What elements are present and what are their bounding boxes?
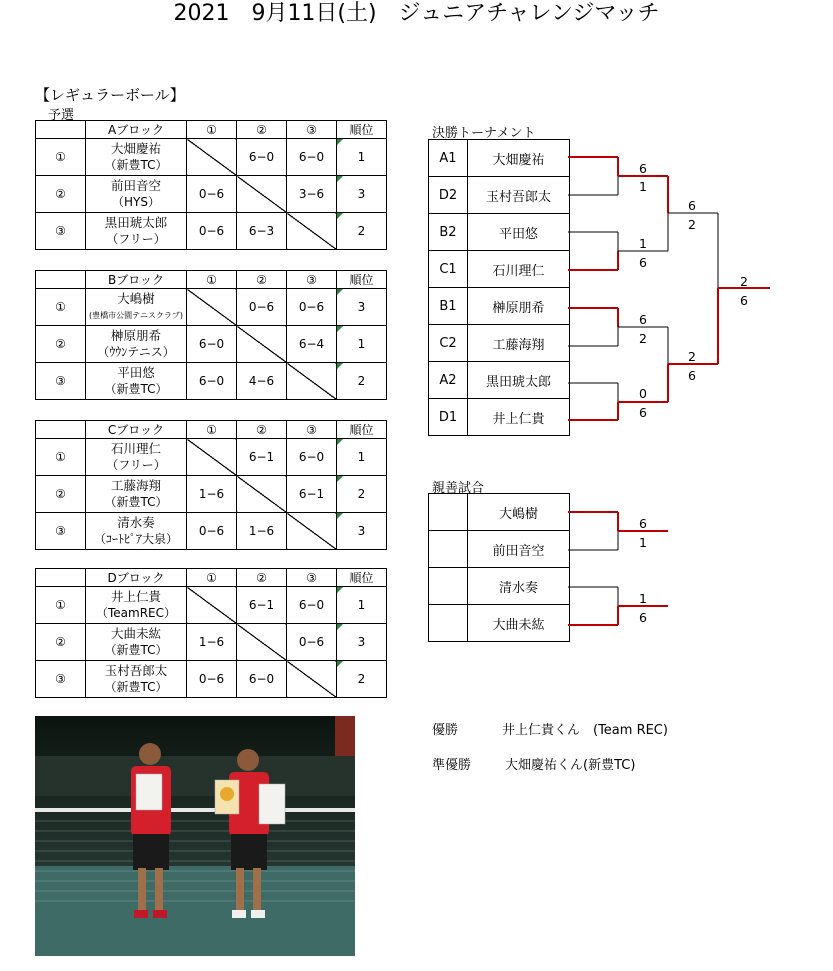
rank-value: 2 <box>357 487 366 501</box>
score-cell: 0−6 <box>187 176 237 213</box>
seed-cell: A1 <box>429 140 468 177</box>
score-r1m1-top: 6 <box>639 161 647 176</box>
seed-cell: C1 <box>429 251 468 288</box>
column-header: 順位 <box>337 569 387 587</box>
page-title: 2021 9月11日(土) ジュニアチャレンジマッチ <box>173 1 660 26</box>
seed-cell: A2 <box>429 362 468 399</box>
column-header: 順位 <box>337 121 387 139</box>
rank-value: 3 <box>357 635 366 649</box>
row-number: ③ <box>36 513 86 550</box>
score-cell: 6−0 <box>187 363 237 400</box>
column-header: ③ <box>287 421 337 439</box>
score-cell: 6−3 <box>237 213 287 250</box>
rank-value: 3 <box>357 300 366 314</box>
seed-cell: D2 <box>429 177 468 214</box>
rank-value: 2 <box>357 374 366 388</box>
row-number: ① <box>36 587 86 624</box>
row-number: ② <box>36 624 86 661</box>
column-header: ③ <box>287 271 337 289</box>
score-r1m4-bottom: 6 <box>639 405 647 420</box>
score-cell: 6−0 <box>237 661 287 698</box>
seed-cell: B2 <box>429 214 468 251</box>
entrant-cell: 石川理仁 <box>468 251 570 288</box>
row-number: ① <box>36 289 86 326</box>
row-number: ② <box>36 326 86 363</box>
player-name: 石川理仁 <box>110 441 161 456</box>
block-name: Dブロック <box>86 569 187 587</box>
section-heading: 【レギュラーボール】 <box>35 86 185 104</box>
runner-name: 大畑慶祐くん(新豊TC) <box>505 758 636 773</box>
friendly-title: 親善試合 <box>432 481 485 496</box>
score-sf1-top: 6 <box>688 198 696 213</box>
player-club: （フリー） <box>106 232 166 246</box>
entrant-cell: 黒田琥太郎 <box>468 362 570 399</box>
score-r1m3-bottom: 2 <box>639 331 647 346</box>
block-name: Cブロック <box>86 421 187 439</box>
player-club: （新豊TC） <box>104 643 168 657</box>
entrant-cell: 井上仁貴 <box>468 399 570 436</box>
player-club: （新豊TC） <box>104 495 168 509</box>
score-cell: 3−6 <box>287 176 337 213</box>
score-cell: 0−6 <box>237 289 287 326</box>
column-header: ② <box>237 121 287 139</box>
row-number: ③ <box>36 661 86 698</box>
column-header: 順位 <box>337 421 387 439</box>
player-club: （新豊TC） <box>104 382 168 396</box>
player-club: （新豊TC） <box>104 680 168 694</box>
score-friendly1-bottom: 1 <box>639 535 647 550</box>
player-name: 黒田琥太郎 <box>104 215 168 230</box>
player-club: （新豊TC） <box>104 158 168 172</box>
score-cell: 4−6 <box>237 363 287 400</box>
score-cell: 0−6 <box>187 661 237 698</box>
column-header: ① <box>187 421 237 439</box>
seed-cell: B1 <box>429 288 468 325</box>
column-header: ③ <box>287 569 337 587</box>
entrant-cell: 大曲未紘 <box>468 605 570 642</box>
row-number: ② <box>36 476 86 513</box>
score-cell: 6−0 <box>237 139 287 176</box>
entrant-cell: 平田悠 <box>468 214 570 251</box>
entrant-cell: 榊原朋希 <box>468 288 570 325</box>
rank-value: 1 <box>357 337 366 351</box>
player-club: （フリー） <box>106 458 166 472</box>
player-name: 前田音空 <box>110 178 161 193</box>
score-r1m3-top: 6 <box>639 312 647 327</box>
score-friendly1-top: 6 <box>639 516 647 531</box>
score-cell: 1−6 <box>187 476 237 513</box>
tournament-title: 決勝トーナメント <box>432 126 536 141</box>
rank-value: 2 <box>357 672 366 686</box>
score-sf2-top: 2 <box>688 349 696 364</box>
rank-value: 1 <box>357 598 366 612</box>
entrant-cell: 玉村吾郎太 <box>468 177 570 214</box>
seed-cell: C2 <box>429 325 468 362</box>
player-name: 大畑慶祐 <box>110 141 161 156</box>
entrant-cell: 大嶋樹 <box>468 494 570 531</box>
score-cell: 6−0 <box>287 139 337 176</box>
rank-value: 3 <box>357 524 366 538</box>
score-cell: 1−6 <box>237 513 287 550</box>
score-cell: 6−1 <box>237 439 287 476</box>
column-header: ② <box>237 271 287 289</box>
score-cell: 0−6 <box>287 289 337 326</box>
score-cell: 0−6 <box>187 513 237 550</box>
player-name: 大嶋樹 <box>117 291 155 306</box>
column-header: 順位 <box>337 271 387 289</box>
player-name: 平田悠 <box>117 365 155 380</box>
runner-label: 準優勝 <box>432 758 472 773</box>
row-number: ① <box>36 139 86 176</box>
score-cell: 0−6 <box>187 213 237 250</box>
entrant-cell: 清水奏 <box>468 568 570 605</box>
player-name: 井上仁貴 <box>110 589 161 604</box>
rank-value: 3 <box>357 187 366 201</box>
score-r1m4-top: 0 <box>639 386 647 401</box>
column-header: ② <box>237 569 287 587</box>
winner-label: 優勝 <box>432 723 459 738</box>
entrant-cell: 前田音空 <box>468 531 570 568</box>
player-club: （ｳｳﾝテニス） <box>97 345 175 359</box>
player-club: (豊橋市公園テニスクラブ) <box>89 311 183 320</box>
score-r1m1-bottom: 1 <box>639 179 647 194</box>
score-final-top: 2 <box>740 274 748 289</box>
rank-value: 1 <box>357 450 366 464</box>
seed-cell: D1 <box>429 399 468 436</box>
player-name: 清水奏 <box>117 515 155 530</box>
row-number: ③ <box>36 213 86 250</box>
player-name: 玉村吾郎太 <box>104 663 168 678</box>
column-header: ② <box>237 421 287 439</box>
winner-name: 井上仁貴くん (Team REC) <box>502 723 668 738</box>
rank-value: 2 <box>357 224 366 238</box>
score-cell: 6−1 <box>287 476 337 513</box>
column-header: ① <box>187 569 237 587</box>
player-club: （HYS） <box>112 195 160 209</box>
score-cell: 6−4 <box>287 326 337 363</box>
score-cell: 6−0 <box>287 587 337 624</box>
player-name: 榊原朋希 <box>110 328 161 343</box>
column-header: ③ <box>287 121 337 139</box>
score-cell: 6−0 <box>187 326 237 363</box>
entrant-cell: 大畑慶祐 <box>468 140 570 177</box>
row-number: ② <box>36 176 86 213</box>
score-r1m2-top: 1 <box>639 236 647 251</box>
score-sf1-bottom: 2 <box>688 217 696 232</box>
score-cell: 0−6 <box>287 624 337 661</box>
score-friendly2-bottom: 6 <box>639 610 647 625</box>
player-club: （TeamREC） <box>95 606 177 620</box>
player-club: （ｺｰﾄﾋﾟｱ大泉） <box>93 532 178 546</box>
block-name: Bブロック <box>86 271 187 289</box>
score-cell: 1−6 <box>187 624 237 661</box>
entrant-cell: 工藤海翔 <box>468 325 570 362</box>
row-number: ① <box>36 439 86 476</box>
player-name: 工藤海翔 <box>110 478 161 493</box>
player-name: 大曲未紘 <box>110 626 161 641</box>
prelim-label: 予選 <box>48 108 75 123</box>
row-number: ③ <box>36 363 86 400</box>
column-header: ① <box>187 121 237 139</box>
score-cell: 6−1 <box>237 587 287 624</box>
score-sf2-bottom: 6 <box>688 368 696 383</box>
award-photo <box>35 716 355 956</box>
score-final-bottom: 6 <box>740 293 748 308</box>
block-name: Aブロック <box>86 121 187 139</box>
column-header: ① <box>187 271 237 289</box>
score-r1m2-bottom: 6 <box>639 255 647 270</box>
rank-value: 1 <box>357 150 366 164</box>
score-cell: 6−0 <box>287 439 337 476</box>
score-friendly2-top: 1 <box>639 591 647 606</box>
